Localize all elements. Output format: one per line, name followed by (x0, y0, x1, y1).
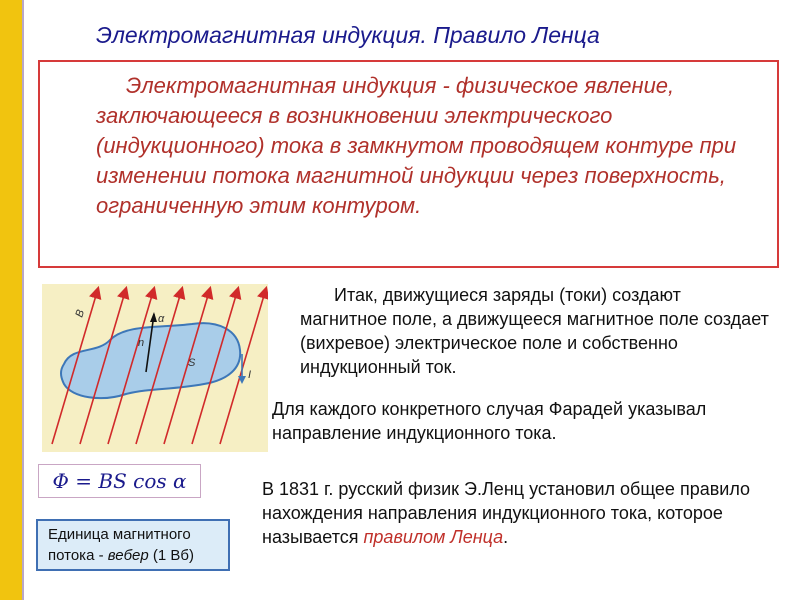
label-i: I (248, 369, 252, 381)
definition-text: Электромагнитная индукция - физическое явление, заключающееся в возникновении электрического (индукционного) тока в замкнутом проводящем контуре при изменении потока магнитной индукции через поверхность, ограниченную этим контуром. (96, 73, 737, 218)
unit-box (36, 519, 230, 571)
paragraph-lenz-end: . (503, 527, 509, 547)
unit-line-2-end: (1 Вб) (148, 547, 194, 564)
paragraph-lenz (262, 477, 762, 549)
lenz-rule-term: правилом Ленца (363, 527, 504, 547)
label-b: B (73, 308, 88, 319)
left-decor-bar (0, 0, 22, 600)
paragraph-lenz-main: В 1831 г. русский физик Э.Ленц установил общее правило нахождения направления индукционного тока, которое называется (262, 479, 751, 547)
paragraph-fields: Итак, движущиеся заряды (токи) создают магнитное поле, а движущееся магнитное поле создает (вихревое) электрическое поле и собственно индукционный ток. (300, 285, 769, 377)
label-s: S (188, 357, 196, 369)
slide-title: Электромагнитная индукция. Правило Ленца (96, 22, 600, 48)
magnetic-flux-figure (42, 284, 268, 452)
unit-weber-term: вебер (107, 547, 149, 564)
flux-formula: Φ = BS cos α (38, 464, 201, 498)
label-n: n (138, 337, 145, 349)
unit-line-2 (48, 545, 228, 566)
unit-line-1: Единица магнитного (48, 526, 191, 543)
left-decor-line (22, 0, 24, 600)
unit-line-2-start: потока - (48, 547, 108, 564)
label-alpha: α (158, 313, 165, 325)
paragraph-faraday: Для каждого конкретного случая Фарадей указывал направление индукционного тока. (272, 399, 707, 443)
flux-diagram (42, 284, 268, 452)
